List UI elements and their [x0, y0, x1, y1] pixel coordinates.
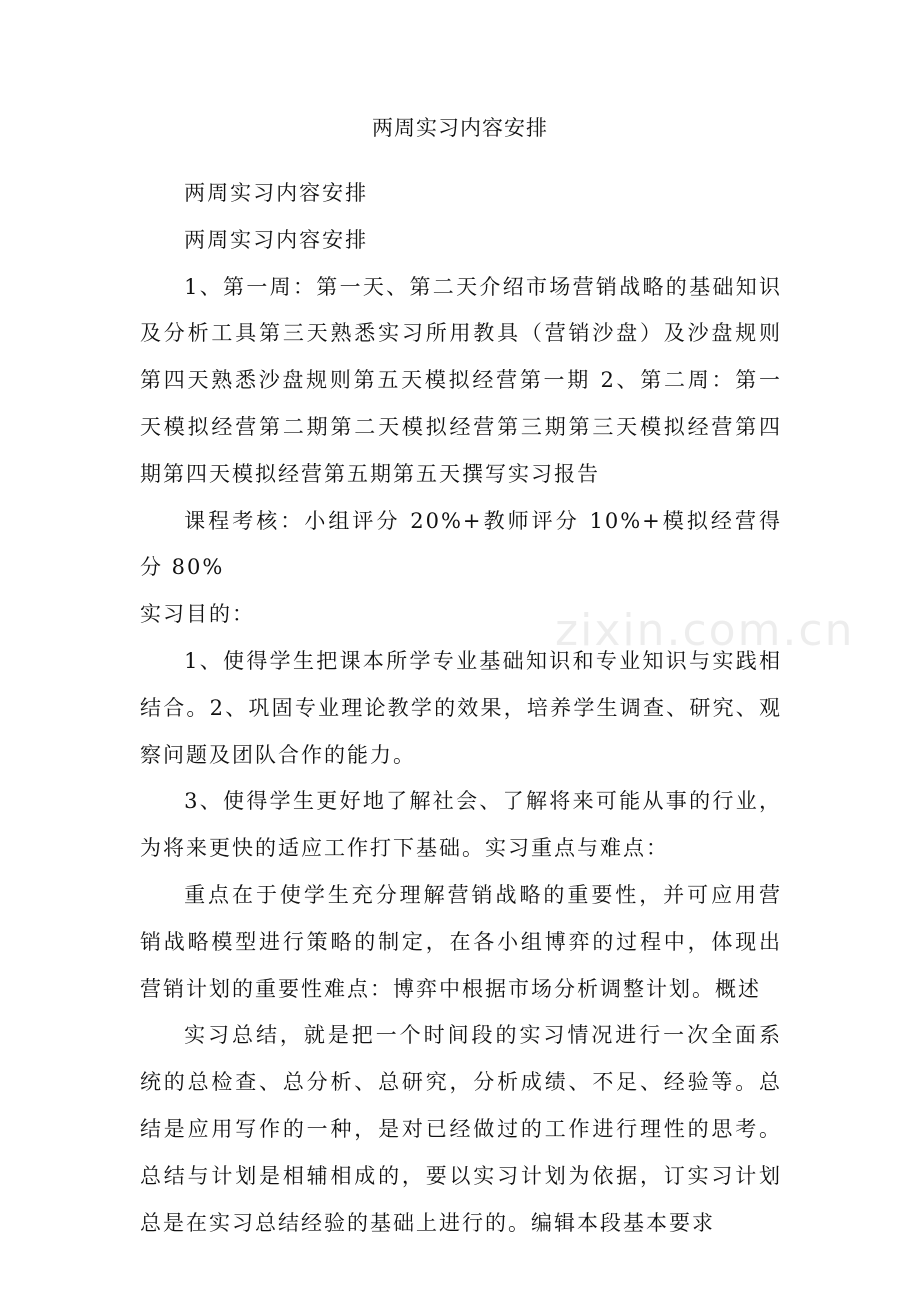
paragraph-assessment: 课程考核：小组评分 20%+教师评分 10%+模拟经营得分 80%	[140, 508, 782, 580]
paragraph-purpose-1: 1、使得学生把课本所学专业基础知识和专业知识与实践相结合。2、巩固专业理论教学的效果，培养学生调查、研究、观察问题及团队合作的能力。	[140, 648, 782, 767]
paragraph-purpose-heading: 实习目的：	[140, 602, 255, 627]
document-title: 两周实习内容安排	[372, 116, 548, 140]
paragraph-summary: 实习总结，就是把一个时间段的实习情况进行一次全面系统的总检查、总分析、总研究，分析成绩、不足、经验等。总结是应用写作的一种，是对已经做过的工作进行理性的思考。总结与计划是相辅相成的，要以实习计划为依据，订实习计划总是在实习总结经验的基础上进行的。编辑本段基本要求	[140, 1023, 782, 1235]
watermark: zixin.com.cn	[555, 605, 855, 656]
paragraph-focus: 重点在于使学生充分理解营销战略的重要性，并可应用营销战略模型进行策略的制定，在各小组博弈的过程中，体现出营销计划的重要性难点：博弈中根据市场分析调整计划。概述	[140, 882, 782, 1001]
paragraph-1: 两周实习内容安排	[184, 181, 369, 205]
document-body	[140, 170, 782, 1246]
paragraph-schedule: 1、第一周：第一天、第二天介绍市场营销战略的基础知识及分析工具第三天熟悉实习所用教具（营销沙盘）及沙盘规则第四天熟悉沙盘规则第五天模拟经营第一期 2、第二周：第一天模拟经营第二期第二天模拟经营第三期第三天模拟经营第四期第四天模拟经营第五期第五天撰写实习报告	[140, 274, 782, 486]
paragraph-purpose-3: 3、使得学生更好地了解社会、了解将来可能从事的行业，为将来更快的适应工作打下基础。实习重点与难点：	[140, 789, 782, 861]
paragraph-2: 两周实习内容安排	[184, 227, 369, 252]
